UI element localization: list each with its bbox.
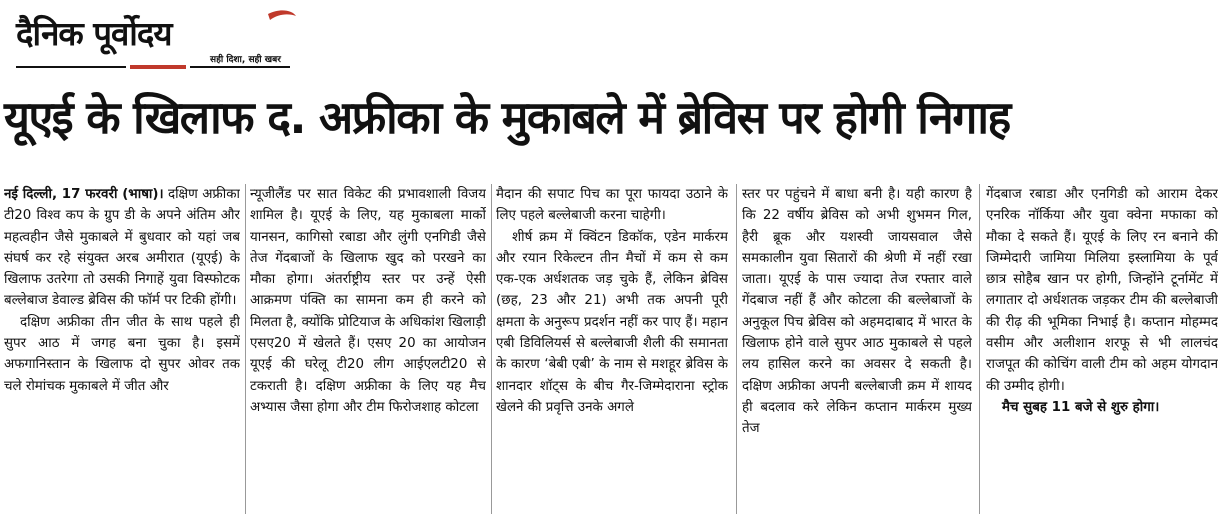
logo-swoosh-icon bbox=[180, 8, 300, 48]
dateline: नई दिल्ली, 17 फरवरी (भाषा)। bbox=[4, 187, 164, 202]
masthead-rule bbox=[16, 66, 126, 68]
newspaper-tagline: सही दिशा, सही खबर bbox=[210, 55, 281, 65]
column-divider bbox=[245, 184, 246, 514]
column-divider bbox=[491, 184, 492, 514]
article-column-5 bbox=[986, 184, 1218, 514]
masthead-accent-rule bbox=[130, 65, 186, 69]
paragraph: शीर्ष क्रम में क्विंटन डिकॉक, एडेन मार्करम और रयान रिकेल्टन तीन मैचों में कम से कम एक-एक अर्धशतक जड़ चुके हैं, लेकिन ब्रेविस (छह, 23 और 21) अभी तक अपनी पूरी क्षमता के अनुरूप प्रदर्शन नहीं कर पाए हैं। महान एबी डिविलियर्स से बल्लेबाजी शैली की समानता के कारण ‘बेबी एबी’ के नाम से मशहूर ब्रेविस के शानदार शॉट्स के बीच गैर-जिम्मेदाराना स्ट्रोक खेलने की प्रवृत्ति उनके अगले bbox=[496, 229, 728, 415]
paragraph: न्यूजीलैंड पर सात विकेट की प्रभावशाली विजय शामिल है। यूएई के लिए, यह मुकाबला मार्को यानसन, कागिसो रबाडा और लुंगी एनगिडी जैसे तेज गेंदबाजों के खिलाफ खुद को परखने का मौका होगा। अंतर्राष्ट्रीय स्तर पर उन्हें ऐसी आक्रमण पंक्ति का सामना कम ही करने को मिलता है, क्योंकि प्रोटियाज के अधिकांश खिलाड़ी एसए20 में खेलते हैं। एसए 20 का आयोजन यूएई की घरेलू टी20 लीग आईएलटी20 से टकराती है। दक्षिण अफ्रीका के लिए यह मैच अभ्यास जैसा होगा और टीम फिरोजशाह कोटला bbox=[250, 187, 486, 415]
article-column-3 bbox=[496, 184, 728, 514]
masthead-rule bbox=[190, 66, 290, 68]
paragraph: गेंदबाज रबाडा और एनगिडी को आराम देकर एनरिक नॉर्किया और युवा क्वेना मफाका को मौका दे सकते हैं। यूएई के लिए रन बनाने की जिम्मेदारी जामिया मिलिया इस्लामिया के पूर्व छात्र सोहैब खान पर होगी, जिन्होंने टूर्नामेंट में लगातार दो अर्धशतक जड़कर टीम की बल्लेबाजी की रीढ़ की भूमिका निभाई है। कप्तान मोहम्मद वसीम और अलीशान शरफू से भी लालचंद राजपूत की कोचिंग वाली टीम को अहम योगदान की उम्मीद होगी। bbox=[986, 187, 1218, 394]
paragraph: दक्षिण अफ्रीका टी20 विश्व कप के ग्रुप डी के अपने अंतिम और महत्वहीन जैसे मुकाबले में बुधवार को यहां जब संघर्ष कर रहे संयुक्त अरब अमीरात (यूएई) के खिलाफ उतरेगा तो उसकी निगाहें युवा विस्फोटक बल्लेबाज डेवाल्ड ब्रेविस की फॉर्म पर टिकी होंगी। bbox=[4, 187, 240, 309]
article-column-2 bbox=[250, 184, 486, 514]
masthead bbox=[12, 4, 292, 68]
closing-line: मैच सुबह 11 बजे से शुरु होगा। bbox=[1002, 399, 1160, 415]
article-headline: यूएई के खिलाफ द. अफ्रीका के मुकाबले में ब्रेविस पर होगी निगाह bbox=[4, 91, 1010, 144]
paragraph: दक्षिण अफ्रीका तीन जीत के साथ पहले ही सुपर आठ में जगह बना चुका है। इसमें अफगानिस्तान के खिलाफ दो सुपर ओवर तक चले रोमांचक मुकाबले में जीत और bbox=[4, 314, 240, 394]
column-divider bbox=[736, 184, 737, 514]
paragraph: मैदान की सपाट पिच का पूरा फायदा उठाने के लिए पहले बल्लेबाजी करना चाहेगी। bbox=[496, 187, 728, 224]
paragraph: स्तर पर पहुंचने में बाधा बनी है। यही कारण है कि 22 वर्षीय ब्रेविस को अभी शुभमन गिल, हैरी ब्रूक और यशस्वी जायसवाल जैसे समकालीन युवा सितारों की श्रेणी में नहीं रखा जाता। यूएई के पास ज्यादा तेज रफ्तार वाले गेंदबाज नहीं हैं और कोटला की बल्लेबाजों के अनुकूल पिच ब्रेविस को अहमदाबाद में भारत के खिलाफ होने वाले सुपर आठ मुकाबले से पहले लय हासिल करने का अवसर दे सकती है। दक्षिण अफ्रीका अपनी बल्लेबाजी क्रम में शायद ही बदलाव करे लेकिन कप्तान मार्करम मुख्य तेज bbox=[742, 187, 972, 437]
column-divider bbox=[979, 184, 980, 514]
article-column-4 bbox=[742, 184, 972, 514]
newspaper-logo: दैनिक पूर्वोदय bbox=[16, 14, 172, 53]
article-column-1 bbox=[4, 184, 240, 514]
